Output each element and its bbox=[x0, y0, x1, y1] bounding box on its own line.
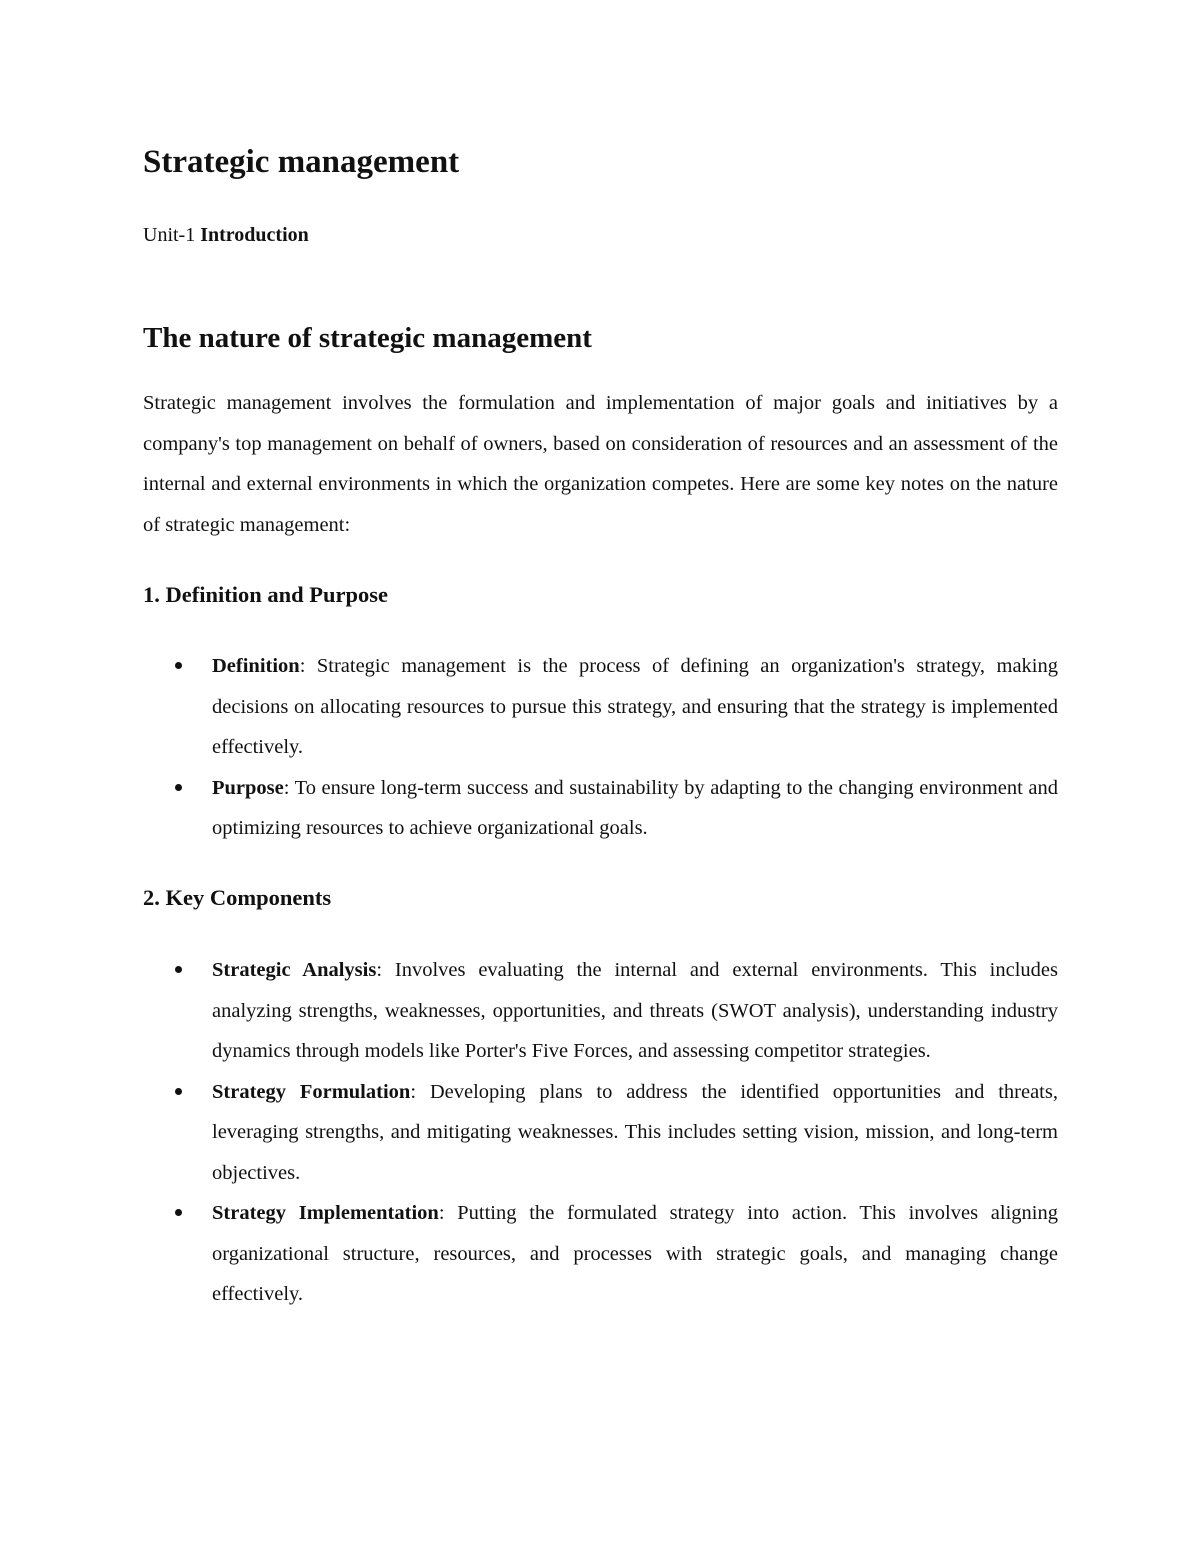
unit-prefix: Unit-1 bbox=[143, 224, 196, 246]
list-item bbox=[143, 950, 1058, 1072]
list-item bbox=[143, 1072, 1058, 1194]
bullet-icon bbox=[175, 662, 182, 669]
list-item-term: Definition bbox=[212, 655, 300, 677]
list-item-text: : Putting the formulated strategy into action. This involves aligning organizational structure, resources, and processes with strategic goals, and managing change effectively. bbox=[212, 1202, 1058, 1305]
list-item-term: Strategy Implementation bbox=[212, 1202, 439, 1224]
unit-name: Introduction bbox=[200, 224, 309, 246]
intro-paragraph: Strategic management involves the formulation and implementation of major goals and initiatives by a company's top management on behalf of owners, based on consideration of resources and an assessment of the internal and external environments in which the organization competes. Here are some key notes on the nature of strategic management: bbox=[143, 392, 1058, 536]
bullet-icon bbox=[175, 1088, 182, 1095]
document-title: Strategic management bbox=[143, 144, 460, 180]
list-item bbox=[143, 768, 1058, 849]
list-item bbox=[143, 646, 1058, 768]
bullet-icon bbox=[175, 966, 182, 973]
list-item-text: : To ensure long-term success and sustainability by adapting to the changing environment and optimizing resources to achieve organizational goals. bbox=[212, 776, 1058, 839]
unit-line bbox=[143, 222, 309, 248]
definition-purpose-list bbox=[143, 646, 1058, 849]
list-item-term: Purpose bbox=[212, 776, 284, 799]
section-heading: The nature of strategic management bbox=[143, 322, 592, 354]
list-item-term: Strategy Formulation bbox=[212, 1080, 411, 1103]
subsection-heading-definition-purpose: 1. Definition and Purpose bbox=[143, 582, 389, 607]
key-components-list bbox=[143, 950, 1058, 1315]
list-item bbox=[143, 1193, 1058, 1315]
list-item-text: : Involves evaluating the internal and external environments. This includes analyzing strengths, weaknesses, opportunities, and threats (SWOT analysis), understanding industry dynamics through models like Porter's Five Forces, and assessing competitor strategies. bbox=[212, 959, 1059, 1062]
bullet-icon bbox=[175, 1209, 182, 1216]
bullet-icon bbox=[175, 784, 182, 791]
list-item-text: : Strategic management is the process of defining an organization's strategy, making decisions on allocating resources to pursue this strategy, and ensuring that the strategy is implemented effectively. bbox=[212, 655, 1058, 758]
subsection-heading-key-components: 2. Key Components bbox=[143, 885, 332, 910]
list-item-term: Strategic Analysis bbox=[212, 959, 377, 981]
list-item-text: : Developing plans to address the identified opportunities and threats, leveraging strengths, and mitigating weaknesses. This includes setting vision, mission, and long-term objectives. bbox=[212, 1080, 1058, 1184]
